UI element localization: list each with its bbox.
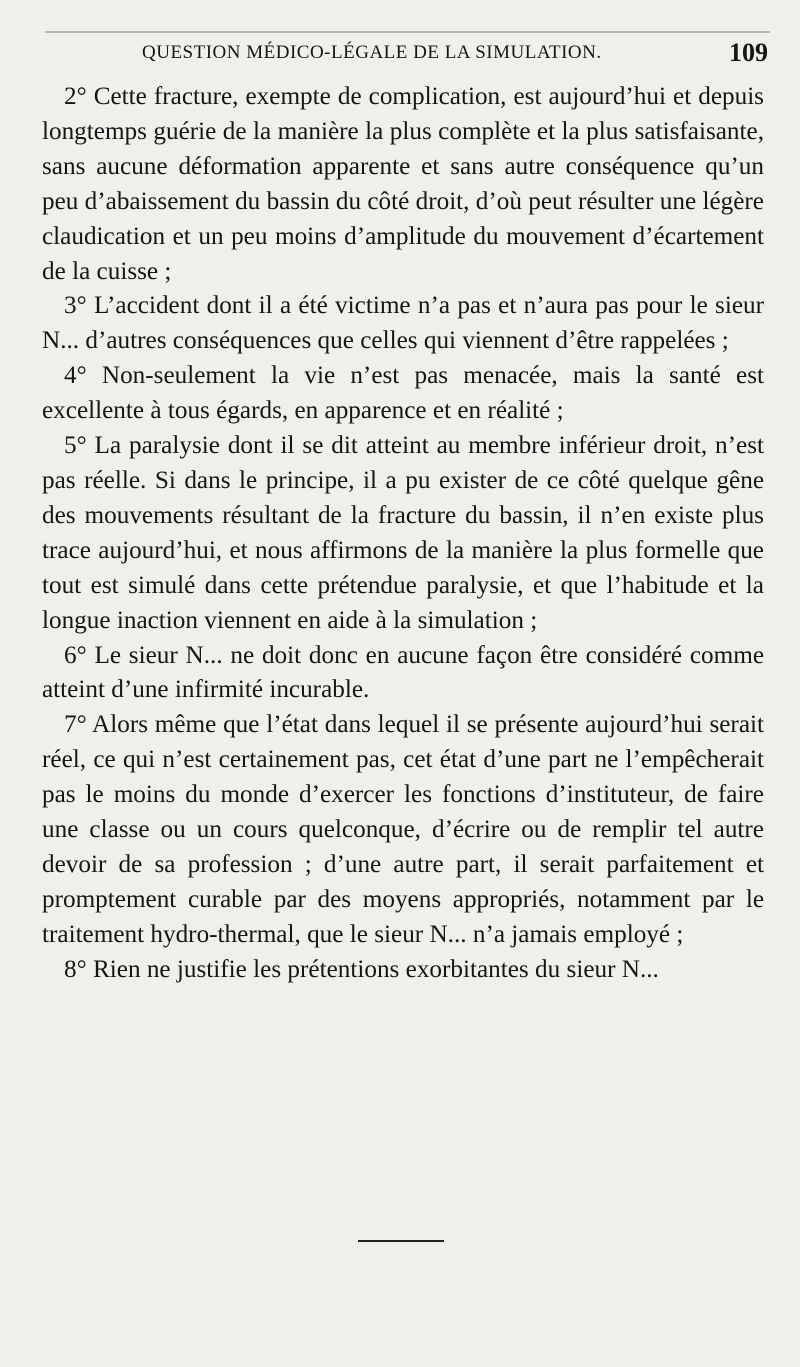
paragraph-conclusion-5: 5° La paralysie dont il se dit atteint au membre inférieur droit, n’est pas réelle. Si dans le principe, il a pu exister de ce côté quelque gêne des mouvements résultant de la fracture du bassin, il n’en existe plus trace aujourd’hui, et nous affirmons de la manière la plus formelle que tout est simulé dans cette prétendue paralysie, et que l’habitude et la longue inaction viennent en aide à la simulation ; — [42, 432, 764, 634]
running-title: QUESTION MÉDICO-LÉGALE DE LA SIMULATION. — [142, 42, 602, 63]
body-text — [42, 80, 764, 988]
paragraph-conclusion-7: 7° Alors même que l’état dans lequel il se présente aujourd’hui serait réel, ce qui n’est certainement pas, cet état d’une part ne l’empêcherait pas le moins du monde d’exercer les fonctions d’instituteur, de faire une classe ou un cours quelconque, d’écrire ou de remplir tel autre devoir de sa profession ; d’une autre part, il serait parfaitement et promptement curable par des moyens appropriés, notamment par le traitement hydro-thermal, que le sieur N... n’a jamais employé ; — [42, 711, 764, 948]
paragraph-conclusion-4: 4° Non-seulement la vie n’est pas menacée, mais la santé est excellente à tous égards, en apparence et en réalité ; — [42, 362, 764, 425]
page-header — [42, 38, 768, 68]
paragraph-conclusion-2: 2° Cette fracture, exempte de complication, est aujourd’hui et depuis longtemps guérie de la manière la plus complète et la plus satisfaisante, sans aucune déformation apparente et sans autre conséquence qu’un peu d’abaissement du bassin du côté droit, d’où peut résulter une légère claudication et un peu moins d’amplitude du mouvement d’écartement de la cuisse ; — [42, 83, 764, 285]
footnote-separator-rule — [358, 1240, 444, 1242]
page-number: 109 — [729, 38, 768, 67]
paragraph-conclusion-6: 6° Le sieur N... ne doit donc en aucune façon être considéré comme atteint d’une infirmité incurable. — [42, 641, 764, 704]
paragraph-conclusion-8: 8° Rien ne justifie les prétentions exorbitantes du sieur N... — [64, 955, 659, 983]
page-top-rule — [45, 31, 770, 33]
paragraph-conclusion-3: 3° L’accident dont il a été victime n’a pas et n’aura pas pour le sieur N... d’autres conséquences que celles qui viennent d’être rappelées ; — [42, 292, 764, 355]
